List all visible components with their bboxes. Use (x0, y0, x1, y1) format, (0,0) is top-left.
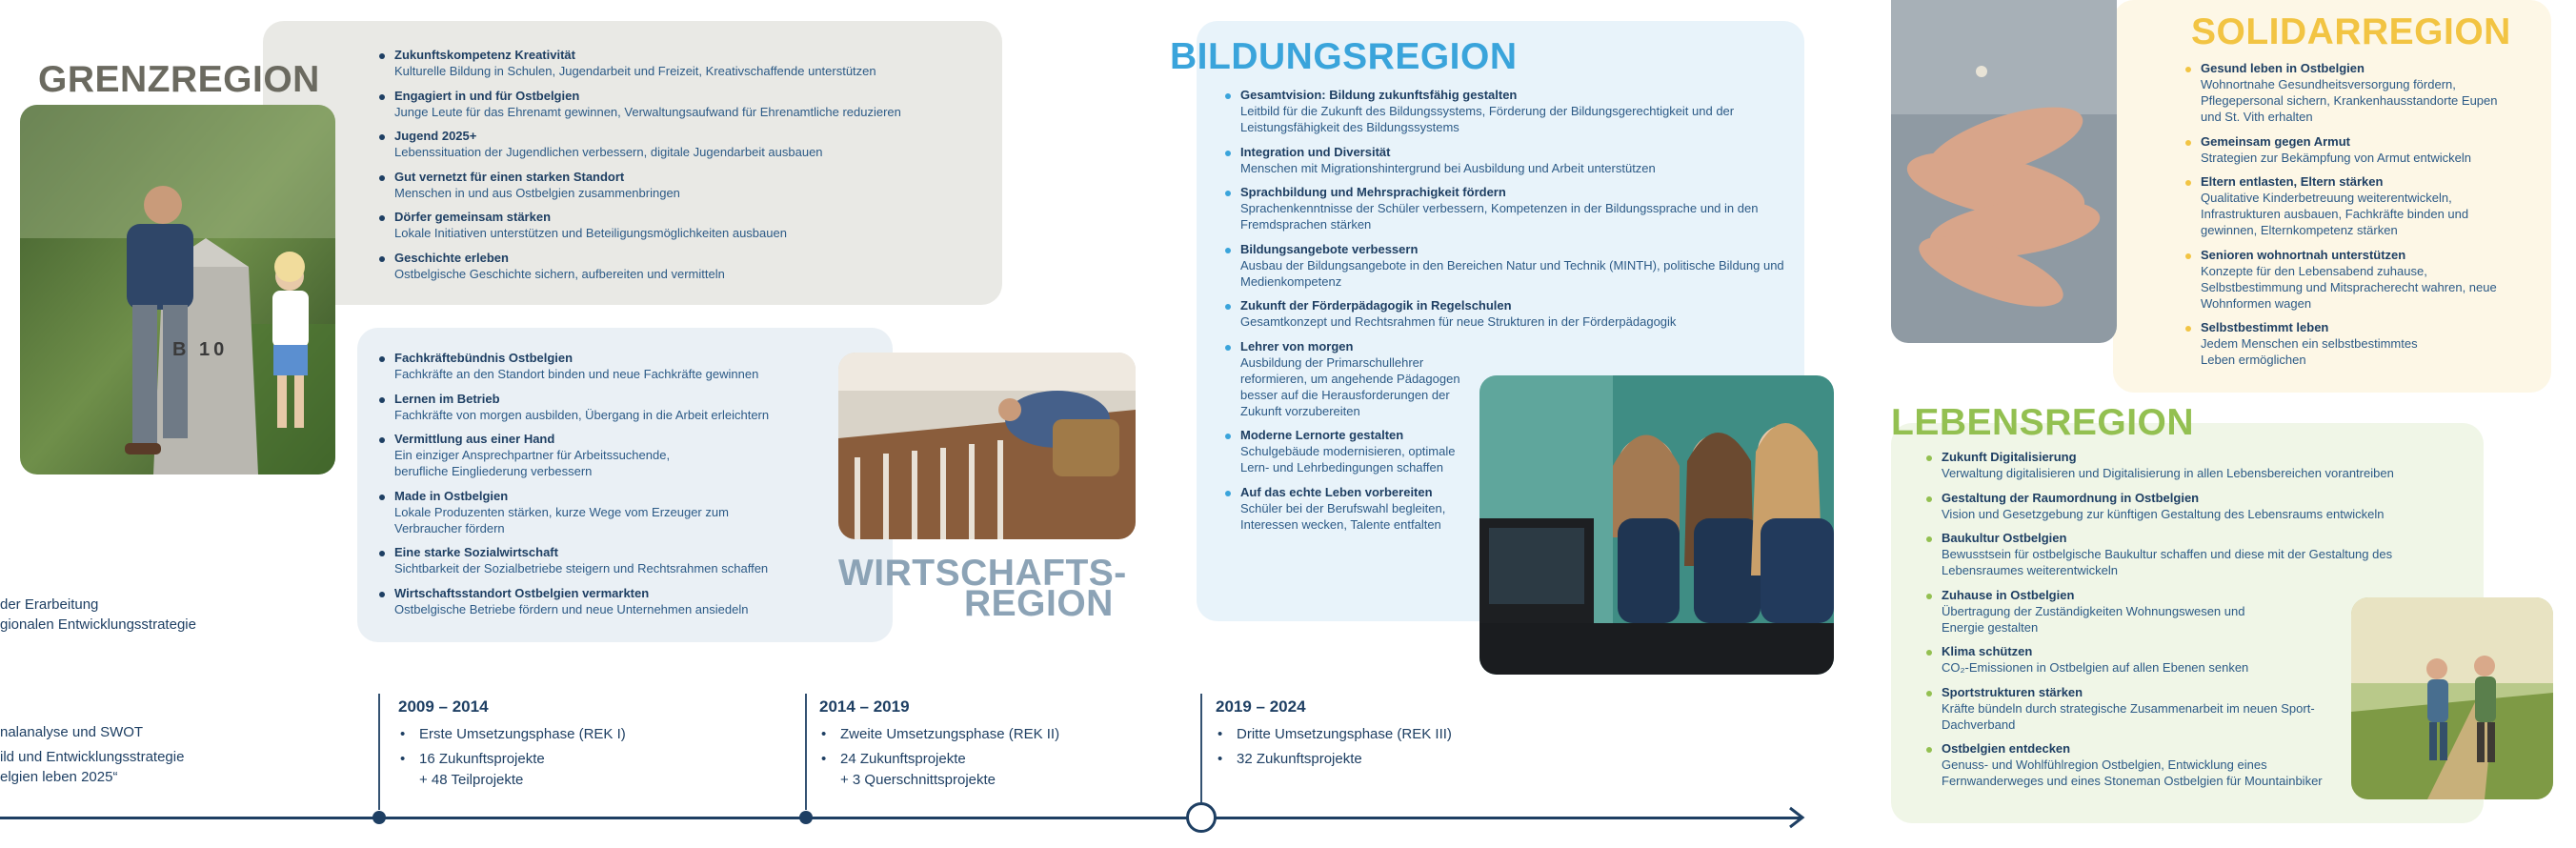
solidarregion-photo (1891, 0, 2117, 343)
list-item: Gemeinsam gegen Armut Strategien zur Bekämpfung von Armut entwickeln (2185, 134, 2509, 166)
list-item: Klima schützen CO₂-Emissionen in Ostbelgien auf allen Ebenen senken (1926, 644, 2422, 676)
list-item: Eine starke Sozialwirtschaft Sichtbarkeit der Sozialbetriebe steigern und Rechtsrahmen schaffen (379, 545, 827, 576)
lebensregion-title: LEBENSREGION (1891, 402, 2195, 443)
list-item: Vermittlung aus einer Hand Ein einziger Ansprechpartner für Arbeitssuchende, berufliche Eingliederung verbessern (379, 432, 827, 479)
list-item: Made in Ostbelgien Lokale Produzenten stärken, kurze Wege vom Erzeuger zum Verbraucher fördern (379, 489, 827, 536)
list-item: • 32 Zukunftsprojekte (1216, 749, 1452, 770)
grenzregion-photo (20, 105, 335, 474)
list-item: Fachkräftebündnis Ostbelgien Fachkräfte an den Standort binden und neue Fachkräfte gewinnen (379, 351, 827, 382)
list-item: • Zweite Umsetzungsphase (REK II) (819, 724, 1059, 745)
list-item: Zukunft der Förderpädagogik in Regelschulen Gesamtkonzept und Rechtsrahmen für neue Strukturen in der Förderpädagogik (1225, 298, 1787, 330)
list-item: Zukunftskompetenz Kreativität Kulturelle Bildung in Schulen, Jugendarbeit und Freizeit, Kreativschaffende unterstützen (379, 48, 989, 79)
list-item: Auf das echte Leben vorbereiten Schüler bei der Berufswahl begleiten, Interessen wecken, Talente entfalten (1225, 485, 1787, 533)
list-item: • 16 Zukunftsprojekte (398, 749, 626, 770)
timeline-period-list (819, 724, 1059, 791)
solidarregion-list (2185, 61, 2509, 377)
timeline-arrow-icon (1787, 806, 1806, 829)
list-item: Dörfer gemeinsam stärken Lokale Initiativen unterstützen und Beteiligungsmöglichkeiten ausbauen (379, 210, 989, 241)
timeline-period-label: 2019 – 2024 (1216, 697, 1306, 716)
timeline-period-label: 2009 – 2014 (398, 697, 489, 716)
timeline-current-marker (1186, 802, 1217, 833)
timeline-line (0, 817, 1801, 819)
list-item: Gesund leben in Ostbelgien Wohnortnahe Gesundheitsversorgung fördern, Pflegepersonal sichern, Krankenhausstandorte Eupen und St. Vith erhalten (2185, 61, 2509, 125)
solidarregion-title: SOLIDARREGION (2191, 11, 2511, 52)
list-item: • 24 Zukunftsprojekte (819, 749, 1059, 770)
list-item: • Dritte Umsetzungsphase (REK III) (1216, 724, 1452, 745)
wirtschaftsregion-photo (838, 353, 1136, 539)
timeline-divider (1200, 694, 1202, 802)
list-item: Ostbelgien entdecken Genuss- und Wohlfühlregion Ostbelgien, Entwicklung eines Fernwanderweges und eines Stoneman Ostbelgien für Mountainbiker (1926, 741, 2422, 789)
lebensregion-list (1926, 450, 2422, 798)
boundary-stone-marking: B 10 (172, 339, 229, 360)
list-item: Baukultur Ostbelgien Bewusstsein für ostbelgische Baukultur schaffen und diese mit der Gestaltung des Lebensraumes weiterentwickeln (1926, 531, 2422, 578)
left-fragment-5: elgien leben 2025“ (0, 769, 118, 785)
list-item: Sprachbildung und Mehrsprachigkeit fördern Sprachenkenntnisse der Schüler verbessern, Kompetenzen in der Bildungssprache und in den Fremdsprachen stärken (1225, 185, 1787, 232)
list-item-continuation: + 3 Querschnittsprojekte (840, 772, 996, 788)
left-fragment-4: ild und Entwicklungsstrategie (0, 749, 185, 765)
wirtschaftsregion-title-line1: WIRTSCHAFTS- (838, 553, 1127, 594)
list-item: Eltern entlasten, Eltern stärken Qualitative Kinderbetreuung weiterentwickeln, Infrastrukturen ausbauen, Fachkräfte binden und gewinnen, Elternkompetenz stärken (2185, 174, 2509, 238)
wirtschaftsregion-title-line2: REGION (964, 583, 1114, 624)
list-item: • Erste Umsetzungsphase (REK I) (398, 724, 626, 745)
left-fragment-1: der Erarbeitung (0, 596, 99, 613)
list-item: Senioren wohnortnah unterstützen Konzepte für den Lebensabend zuhause, Selbstbestimmung und Mitspracherecht wahren, neue Wohnformen wagen (2185, 248, 2509, 312)
timeline-divider (378, 694, 380, 810)
list-item: Engagiert in und für Ostbelgien Junge Leute für das Ehrenamt gewinnen, Verwaltungsaufwand für Ehrenamtliche reduzieren (379, 89, 989, 120)
list-item: Sportstrukturen stärken Kräfte bündeln durch strategische Zusammenarbeit im neuen Sport-Dachverband (1926, 685, 2422, 733)
list-item: Wirtschaftsstandort Ostbelgien vermarkten Ostbelgische Betriebe fördern und neue Unternehmen ansiedeln (379, 586, 827, 617)
grenzregion-title: GRENZREGION (38, 59, 320, 100)
bildungsregion-title: BILDUNGSREGION (1170, 36, 1518, 77)
left-fragment-3: nalanalyse und SWOT (0, 724, 144, 740)
list-item: Zukunft Digitalisierung Verwaltung digitalisieren und Digitalisierung in allen Lebensbereichen vorantreiben (1926, 450, 2422, 481)
timeline-period-label: 2014 – 2019 (819, 697, 910, 716)
list-item: Jugend 2025+ Lebenssituation der Jugendlichen verbessern, digitale Jugendarbeit ausbauen (379, 129, 989, 160)
list-item: Zuhause in Ostbelgien Übertragung der Zuständigkeiten Wohnungswesen und Energie gestalten (1926, 588, 2422, 636)
list-item: Lehrer von morgen Ausbildung der Primarschullehrer reformieren, um angehende Pädagogen besser auf die Herausforderungen der Zukunft vorzubereiten (1225, 339, 1787, 419)
list-item: Integration und Diversität Menschen mit Migrationshintergrund bei Ausbildung und Arbeit unterstützen (1225, 145, 1787, 176)
grenzregion-list (379, 48, 989, 291)
timeline-period-list (1216, 724, 1452, 770)
bildungsregion-photo (1479, 375, 1834, 675)
timeline-marker (799, 811, 813, 824)
list-item: Geschichte erleben Ostbelgische Geschichte sichern, aufbereiten und vermitteln (379, 251, 989, 282)
list-item: Lernen im Betrieb Fachkräfte von morgen ausbilden, Übergang in die Arbeit erleichtern (379, 392, 827, 423)
list-item: Gut vernetzt für einen starken Standort Menschen in und aus Ostbelgien zusammenbringen (379, 170, 989, 201)
left-fragment-2: gionalen Entwicklungsstrategie (0, 616, 196, 633)
timeline-period-list (398, 724, 626, 791)
list-item: Gestaltung der Raumordnung in Ostbelgien Vision und Gesetzgebung zur künftigen Gestaltung des Lebensraums entwickeln (1926, 491, 2422, 522)
wirtschaftsregion-list (379, 351, 827, 626)
timeline-marker (372, 811, 386, 824)
list-item: Selbstbestimmt leben Jedem Menschen ein selbstbestimmtes Leben ermöglichen (2185, 320, 2509, 368)
list-item: Gesamtvision: Bildung zukunftsfähig gestalten Leitbild für die Zukunft des Bildungssystems, Förderung der Bildungsgerechtigkeit und der Leistungsfähigkeit des Bildungssystems (1225, 88, 1787, 135)
list-item: Moderne Lernorte gestalten Schulgebäude modernisieren, optimale Lern- und Lehrbedingungen schaffen (1225, 428, 1787, 475)
list-item-continuation: + 48 Teilprojekte (419, 772, 524, 788)
timeline-divider (805, 694, 807, 810)
lebensregion-photo (2351, 597, 2553, 799)
list-item: Bildungsangebote verbessern Ausbau der Bildungsangebote in den Bereichen Natur und Technik (MINTH), politische Bildung und Medienkompetenz (1225, 242, 1787, 290)
